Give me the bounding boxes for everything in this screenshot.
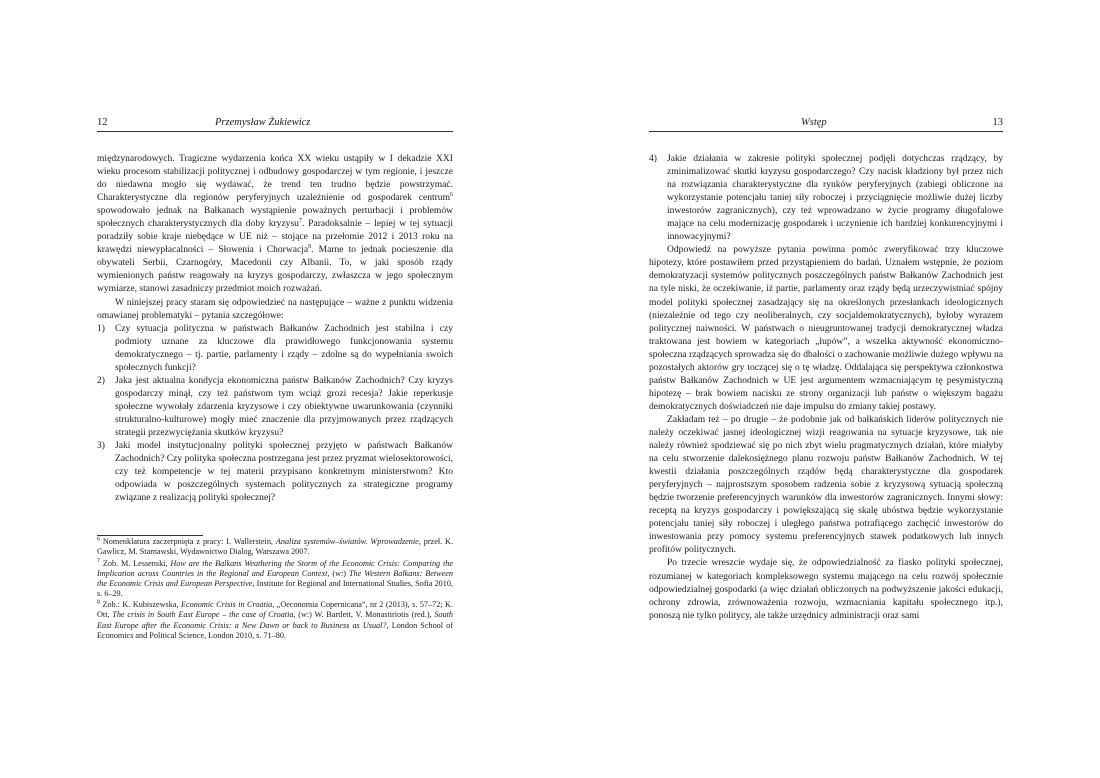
- footnote-ref-8[interactable]: 8: [308, 244, 312, 251]
- question-item: [97, 439, 453, 504]
- right-paragraph-third: Po trzecie wreszcie wydaje się, że odpowiedzialność za fiasko polityki społecznej, rozumianej w kategoriach kompleksowego systemu mającego na celu rozwój społecznie odpowiedzialnej gospodarki (a więc działań obliczonych na podwyższenie jakości edukacji, ochrony zdrowia, zrównoważenia rozwoju, wzmacniania kapitału społecznego itp.), ponoszą nie tylko politycy, ale także urzędnicy administracji oraz sami: [649, 557, 1003, 621]
- footnotes: [97, 537, 453, 642]
- footnote-ref-7[interactable]: 7: [298, 218, 302, 225]
- right-paragraph-second: Zakładam też – po drugie – że podobnie jak od bałkańskich liderów politycznych nie należy oczekiwać jasnej ideologicznej wizji reagowania na sytuacje kryzysowe, tak nie należy również spodziewać się po nich zbyt wielu pragmatycznych działań, które miałyby na celu stworzenie dalekosiężnego planu rozwoju państw Bałkanów Zachodnich. W tej kwestii działania poszczególnych rządów będą charakterystyczne dla gospodarek peryferyjnych – najprostszym sposobem radzenia sobie z kryzysową sytuacją społeczną będzie tworzenie preferencyjnych warunków dla inwestorów zagranicznych. Innymi słowy: receptą na kryzys gospodarczy i powiększającą się skalę ubóstwa będzie wykorzystanie potencjału taniej siły roboczej i uległego państwa potrafiącego zachęcić inwestorów do inwestowania przy pomocy systemu preferencyjnych stawek podatkowych lub innych profitów politycznych.: [649, 413, 1003, 556]
- footnote-8: $^8$ Zob.: K. Kubiszewska, Economic Crisis in Croatia, „Oeconomia Copernicana”, nr 2 (2013), s. 57–72; K. Ott, The crisis in South East Europe – the case of Croatia, (w:) W. Bartlett, V. Monastiriotis (red.), South East Europe after the Economic Crisis: a New Dawn or back to Business as Usual?, London School of Economics and Political Science, London 2010, s. 71–80.: [97, 599, 454, 640]
- footnote-7: $^7$ Zob. M. Lessenski, How are the Balkans Weathering the Storm of the Economic Crisis: Comparing the Implication across Countries in the Regional and European Context, (w:) The Western Balkans: Between the Economic Crisis and European Perspective, Institute for Regional and International Studies, Sofia 2010, s. 6–29.: [97, 557, 454, 598]
- question-item: [649, 152, 1003, 243]
- right-paragraph-hypotheses: Odpowiedź na powyższe pytania powinna pomóc zweryfikować trzy kluczowe hipotezy, które postawiłem przed przystąpieniem do badań. Uznałem wstępnie, że poziom demokratyzacji systemów politycznych poszczególnych państw Bałkanów Zachodnich jest na tyle niski, że oczekiwanie, iż partie, parlamenty oraz rządy będą urzeczywistniać spójny model polityki społecznej zasadzający się na określonych przesłankach ideologicznych (niezależnie od tego czy neoliberalnych, czy socjaldemokratycznych), byłoby wyrazem politycznej naiwności. W państwach o nieugruntowanej tradycji demokratycznej władza traktowana jest bowiem w kategoriach „łupów”, a wszelka aktywność ekonomiczno-społeczna rządzących sprowadza się do dbałości o zachowanie możliwie dużego wpływu na pozostałych aktorów gry toczącej się o tę władzę. Oddalająca się perspektywa członkostwa państw Bałkanów Zachodnich w UE jest argumentem wzmacniającym tę pesymistyczną hipotezę – brak bowiem nacisku ze strony organizacji lub państw o większym bagażu demokratycznych doświadczeń nie daje impulsu do zmiany takiej postawy.: [649, 244, 1003, 412]
- footnote-6: $^6$ Nomenklatura zaczerpnięta z pracy: I. Wallerstein, Analiza systemów–światów. Wprowadzenie, przeł. K. Gawlicz, M. Starnawski, Wydawnictwo Dialog, Warszawa 2007.: [97, 536, 454, 557]
- question-text: Jaka jest aktualna kondycja ekonomiczna państw Bałkanów Zachodnich? Czy kryzys gospodarczy minął, czy też państwom tym wciąż grozi recesja? Jakie reperkusje społeczne wywołały zdarzenia kryzysowe i czy obiektywne uwarunkowania (czynniki strukturalno-kulturowe) mogły mieć znaczenie dla przyjmowanych przez rządzących strategii przezwyciężania skutków kryzysu?: [115, 374, 453, 438]
- question-number: 4): [649, 153, 657, 164]
- left-page: [97, 0, 453, 778]
- question-number: 3): [97, 440, 105, 452]
- footnote-divider: [97, 535, 203, 536]
- left-paragraph-1: międzynarodowych. Tragiczne wydarzenia końca XX wieku ustąpiły w I dekadzie XXI wieku procesom stabilizacji politycznej i odbudowy gospodarczej w tym regionie, i jeszcze do niedawna mogło się wydawać, że trend ten trudno będzie powstrzymać. Charakterystyczne dla regionów peryferyjnych uzależnienie od gospodarek centrum$^6$ spowodowało jednak na Bałkanach wystąpienie poważnych perturbacji i problemów społecznych charakterystycznych dla doby kryzysu$^7$. Paradoksalnie – lepiej w tej sytuacji poradziły sobie kraje niebędące w UE niż – stojące na przełomie 2012 i 2013 roku na krawędzi niewypłacalności – Słowenia i Chorwacja$^8$. Marne to jednak pocieszenie dla obywateli Serbii, Czarnogóry, Macedonii czy Albanii. To, w jaki sposób rządy wymienionych państw reagowały na kryzys gospodarczy, zwłaszcza w jego społecznym wymiarze, stanowi zasadniczy przedmiot moich rozważań.: [97, 153, 453, 295]
- right-page-number: 13: [992, 117, 1003, 128]
- right-page: [649, 0, 1003, 778]
- right-running-title: Wstęp: [801, 117, 827, 128]
- left-paragraph-2: W niniejszej pracy staram się odpowiedzieć na następujące – ważne z punktu widzenia omawianej problematyki – pytania szczegółowe:: [97, 296, 453, 321]
- question-number: 1): [97, 322, 105, 334]
- left-running-title: Przemysław Żukiewicz: [215, 117, 311, 128]
- left-body-text: [97, 152, 453, 504]
- question-text: Jaki model instytucjonalny polityki społecznej przyjęto w państwach Bałkanów Zachodnich? Czy polityka społeczna postrzegana jest przez pryzmat wielosektorowości, czy też kompetencje w tej materii przypisano konkretnym ministerstwom? Kto odpowiada w poszczególnych systemach politycznych za strategiczne programy związane z realizacją polityki społecznej?: [115, 440, 453, 504]
- question-text: Czy sytuacja polityczna w państwach Bałkanów Zachodnich jest stabilna i czy podmioty uznane za kluczowe dla prawidłowego funkcjonowania systemu demokratycznego – tj. partie, parlamenty i rządy – zdolne są do wypełniania swoich społecznych funkcji?: [115, 322, 453, 373]
- question-number: 2): [97, 374, 105, 386]
- right-body-text: [649, 152, 1003, 622]
- left-page-number: 12: [97, 117, 108, 128]
- left-running-header: [97, 117, 453, 132]
- right-running-header: [649, 117, 1003, 132]
- question-item: [97, 374, 453, 439]
- question-item: [97, 322, 453, 374]
- footnote-ref-6[interactable]: 6: [450, 191, 453, 198]
- question-text: Jakie działania w zakresie polityki społecznej podjęli dotychczas rządzący, by zminimalizować skutki kryzysu gospodarczego? Czy nacisk kładziony był przez nich na rozwiązania charakterystyczne dla rynków peryferyjnych (zabiegi obliczone na wykorzystanie potencjału taniej siły roboczej i przyciągnięcie możliwie dużej liczby inwestorów zagranicznych), czy też wprowadzano w życie programy długofalowe mające na celu modernizację gospodarek i uczynienie ich bardziej konkurencyjnymi i innowacyjnymi?: [667, 153, 1003, 243]
